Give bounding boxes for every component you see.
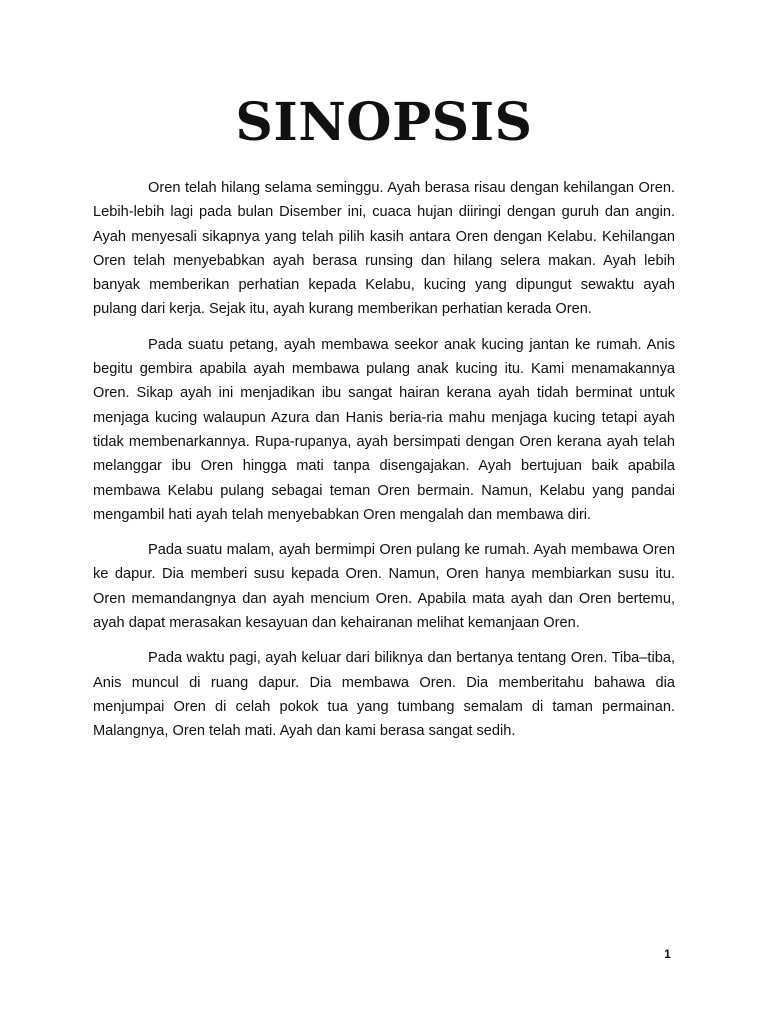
paragraph-2: Pada suatu petang, ayah membawa seekor anak kucing jantan ke rumah. Anis begitu gembira apabila ayah membawa pulang anak kucing itu. Kami menamakannya Oren. Sikap ayah ini menjadikan ibu sangat hairan kerana ayah tidah berminat untuk menjaga kucing walaupun Azura dan Hanis beria-ria mahu menjaga kucing tetapi ayah tidak membenarkannya. Rupa-rupanya, ayah bersimpati dengan Oren kerana ayah telah melanggar ibu Oren hingga mati tanpa disengajakan. Ayah bertujuan baik apabila membawa Kelabu pulang sebagai teman Oren bermain. Namun, Kelabu yang pandai mengambil hati ayah telah menyebabkan Oren mengalah dan membawa diri.: [93, 336, 675, 523]
paragraph-1: Oren telah hilang selama seminggu. Ayah berasa risau dengan kehilangan Oren. Lebih-lebih lagi pada bulan Disember ini, cuaca hujan diiringi dengan guruh dan angin. Ayah menyesali sikapnya yang telah pilih kasih antara Oren dengan Kelabu. Kehilangan Oren telah menyebabkan ayah berasa runsing dan hilang selera makan. Ayah lebih banyak memberikan perhatian kepada Kelabu, kucing yang dipungut sewaktu ayah pulang dari kerja. Sejak itu, ayah kurang memberikan perhatian kerada Oren.: [93, 180, 675, 318]
page-number: 1: [664, 947, 671, 961]
page-title: SINOPSIS: [235, 92, 533, 153]
paragraph-4: Pada waktu pagi, ayah keluar dari biliknya dan bertanya tentang Oren. Tiba–tiba, Anis muncul di ruang dapur. Dia membawa Oren. Dia memberitahu bahawa dia menjumpai Oren di celah pokok tua yang tumbang semalam di taman permainan. Malangnya, Oren telah mati. Ayah dan kami berasa sangat sedih.: [93, 650, 675, 740]
synopsis-body: [93, 176, 675, 755]
paragraph-3: Pada suatu malam, ayah bermimpi Oren pulang ke rumah. Ayah membawa Oren ke dapur. Dia memberi susu kepada Oren. Namun, Oren hanya membiarkan susu itu. Oren memandangnya dan ayah mencium Oren. Apabila mata ayah dan Oren bertemu, ayah dapat merasakan kesayuan dan kehairanan melihat kemanjaan Oren.: [93, 542, 675, 632]
